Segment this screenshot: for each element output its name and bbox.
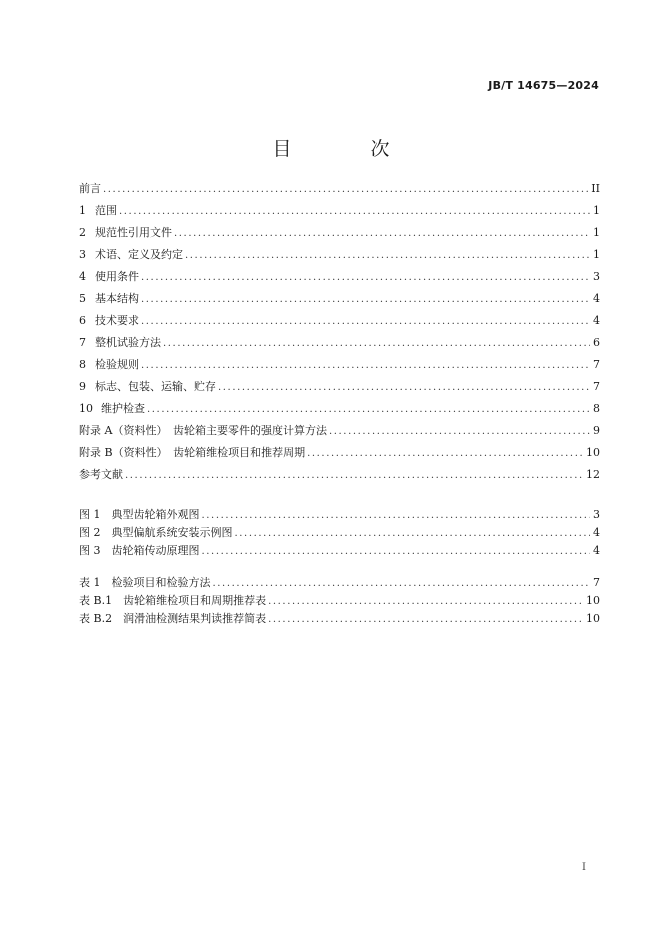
table-label: 表 1 检验项目和检验方法 bbox=[79, 576, 211, 589]
toc-number: 9 bbox=[79, 380, 86, 393]
toc-page: II bbox=[591, 182, 600, 195]
leader-dots bbox=[235, 528, 591, 539]
toc-entry[interactable] bbox=[79, 422, 600, 444]
toc-entry[interactable] bbox=[79, 202, 600, 224]
toc-number: 1 bbox=[79, 204, 86, 217]
toc-label: 维护检查 bbox=[101, 402, 145, 415]
figure-label: 图 3 齿轮箱传动原理图 bbox=[79, 544, 200, 557]
toc-number: 6 bbox=[79, 314, 86, 327]
toc-label: 检验规则 bbox=[95, 358, 139, 371]
toc-page: 8 bbox=[593, 402, 600, 415]
toc-page: 4 bbox=[593, 314, 600, 327]
toc-entry[interactable] bbox=[79, 180, 600, 202]
toc-entry[interactable] bbox=[79, 334, 600, 356]
leader-dots bbox=[202, 510, 591, 521]
toc-page: 7 bbox=[593, 358, 600, 371]
toc-page: 12 bbox=[586, 468, 600, 481]
toc-entry[interactable] bbox=[79, 268, 600, 290]
leader-dots bbox=[119, 206, 590, 217]
leader-dots bbox=[147, 404, 590, 415]
toc-label: 技术要求 bbox=[95, 314, 139, 327]
toc-page: 9 bbox=[593, 424, 600, 437]
toc-page: 1 bbox=[593, 204, 600, 217]
toc-page: 4 bbox=[593, 292, 600, 305]
leader-dots bbox=[268, 596, 583, 607]
figure-entry[interactable] bbox=[79, 506, 600, 524]
leader-dots bbox=[218, 382, 590, 393]
toc-label: 范围 bbox=[95, 204, 117, 217]
toc-number: 8 bbox=[79, 358, 86, 371]
leader-dots bbox=[329, 426, 590, 437]
toc-entry[interactable] bbox=[79, 400, 600, 422]
table-page: 7 bbox=[593, 576, 600, 589]
toc-number: 4 bbox=[79, 270, 86, 283]
toc-entry[interactable] bbox=[79, 466, 600, 488]
toc-entry[interactable] bbox=[79, 444, 600, 466]
toc-page: 6 bbox=[593, 336, 600, 349]
standard-code: JB/T 14675—2024 bbox=[488, 79, 599, 92]
figure-page: 4 bbox=[593, 526, 600, 539]
table-entry[interactable] bbox=[79, 574, 600, 592]
toc-number: 7 bbox=[79, 336, 86, 349]
toc-label: 附录 B（资料性） 齿轮箱维检项目和推荐周期 bbox=[79, 446, 306, 459]
toc-page: 7 bbox=[593, 380, 600, 393]
leader-dots bbox=[141, 272, 590, 283]
leader-dots bbox=[213, 578, 591, 589]
toc-label: 参考文献 bbox=[79, 468, 123, 481]
table-of-contents bbox=[79, 180, 600, 488]
page-title: 目 次 bbox=[272, 138, 420, 160]
toc-number: 5 bbox=[79, 292, 86, 305]
toc-number: 2 bbox=[79, 226, 86, 239]
toc-page: 1 bbox=[593, 248, 600, 261]
toc-label: 前言 bbox=[79, 182, 101, 195]
leader-dots bbox=[125, 470, 583, 481]
toc-label: 基本结构 bbox=[95, 292, 139, 305]
leader-dots bbox=[141, 316, 590, 327]
table-entry[interactable] bbox=[79, 610, 600, 628]
footer-page-number: I bbox=[582, 862, 586, 873]
leader-dots bbox=[202, 546, 591, 557]
toc-label: 规范性引用文件 bbox=[95, 226, 172, 239]
list-of-tables bbox=[79, 574, 600, 628]
toc-page: 3 bbox=[593, 270, 600, 283]
leader-dots bbox=[174, 228, 590, 239]
toc-label: 整机试验方法 bbox=[95, 336, 161, 349]
leader-dots bbox=[268, 614, 583, 625]
leader-dots bbox=[103, 184, 588, 195]
toc-label: 术语、定义及约定 bbox=[95, 248, 183, 261]
leader-dots bbox=[141, 360, 590, 371]
list-of-figures bbox=[79, 506, 600, 560]
figure-entry[interactable] bbox=[79, 542, 600, 560]
toc-page: 10 bbox=[586, 446, 600, 459]
leader-dots bbox=[141, 294, 590, 305]
table-page: 10 bbox=[586, 612, 600, 625]
figure-page: 3 bbox=[593, 508, 600, 521]
toc-entry[interactable] bbox=[79, 312, 600, 334]
figure-label: 图 1 典型齿轮箱外观图 bbox=[79, 508, 200, 521]
table-page: 10 bbox=[586, 594, 600, 607]
toc-entry[interactable] bbox=[79, 356, 600, 378]
toc-label: 附录 A（资料性） 齿轮箱主要零件的强度计算方法 bbox=[79, 424, 327, 437]
toc-number: 3 bbox=[79, 248, 86, 261]
toc-entry[interactable] bbox=[79, 246, 600, 268]
toc-label: 标志、包装、运输、贮存 bbox=[95, 380, 216, 393]
toc-entry[interactable] bbox=[79, 290, 600, 312]
toc-label: 使用条件 bbox=[95, 270, 139, 283]
figure-entry[interactable] bbox=[79, 524, 600, 542]
figure-label: 图 2 典型偏航系统安装示例图 bbox=[79, 526, 233, 539]
leader-dots bbox=[307, 448, 583, 459]
toc-page: 1 bbox=[593, 226, 600, 239]
table-label: 表 B.1 齿轮箱维检项目和周期推荐表 bbox=[79, 594, 267, 607]
table-entry[interactable] bbox=[79, 592, 600, 610]
leader-dots bbox=[163, 338, 590, 349]
table-label: 表 B.2 润滑油检测结果判读推荐简表 bbox=[79, 612, 267, 625]
leader-dots bbox=[185, 250, 590, 261]
toc-number: 10 bbox=[79, 402, 93, 415]
toc-entry[interactable] bbox=[79, 378, 600, 400]
toc-entry[interactable] bbox=[79, 224, 600, 246]
figure-page: 4 bbox=[593, 544, 600, 557]
